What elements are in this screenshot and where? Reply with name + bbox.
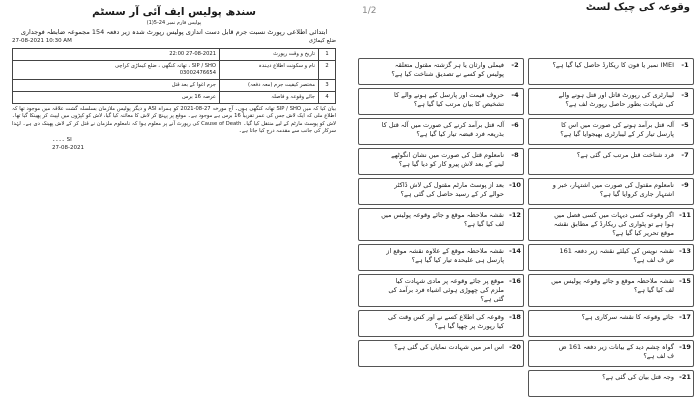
checklist-item [528, 310, 694, 337]
checklist-item [358, 274, 524, 307]
fir-district: ضلع کیماڑی [308, 38, 336, 44]
checklist-item-checkbox [529, 341, 549, 366]
fir-title: سندھ پولیس ایف آئی آر سسٹم [92, 6, 256, 18]
checklist-item-number: 7- [681, 151, 689, 159]
row-label: مختصر کیفیت جرم (معہ دفعہ) [220, 80, 319, 92]
checklist-item-checkbox [529, 311, 549, 336]
row-label: تاریخ و وقت رپورٹ [220, 49, 319, 61]
row-label: نام و سکونت اطلاع دہندہ [220, 61, 319, 80]
checklist-item [358, 118, 524, 145]
row-value: جرم اغوا کے بعد قتل [13, 80, 220, 92]
fir-meta-row [12, 37, 336, 46]
checklist-item [358, 88, 524, 115]
table-row [13, 80, 336, 92]
checklist-item [528, 88, 694, 115]
checklist-item [528, 178, 694, 205]
fir-narrative: بیان کیا کہ میں SIP / SHO تھانہ کنگھی ہوں۔ آج مورخہ 27-08-2021 کو ہمراہ ASI و دیگر پولیس ملازمان بسلسلہ گشت علاقہ میں موجود تھا کہ اطلاع ملی کہ ایک لاش جس کی عمر تقریباً 16 برس ہے موجود ہے۔ موقع پر پہنچ کر لاش کا معائنہ کیا گیا، لاش کو کپڑوں میں لپیٹ کر پھینکا گیا تھا۔ لاش کو پوسٹ مارٹم کے لیے منتقل کیا گیا۔ Cause of Death کی رپورٹ آنے پر معلوم ہوا کہ نامعلوم ملزمان نے قتل کر کے لاش پھینک دی ہے۔ لہٰذا سرکار کی جانب سے مقدمہ درج کیا جاتا ہے۔ [12, 106, 337, 135]
checklist-item-number: 5- [681, 121, 689, 129]
checklist-title: وقوعہ کی چیک لسٹ [585, 2, 690, 13]
checklist-item-number: 14- [509, 247, 521, 255]
signature-date: 27-08-2021 [52, 144, 84, 151]
checklist-item [358, 178, 524, 205]
checklist-item-checkbox [529, 59, 549, 84]
checklist-item-text: آلہ قتل برآمد ہونے کی صورت میں اس کا پارسل تیار کر کے لیبارٹری بھیجوایا گیا ہے؟ [560, 121, 674, 138]
checklist-item-text: نقشہ ملاحظہ موقع و جائے وقوعہ پولیس میں لف کیا گیا ہے؟ [551, 277, 674, 294]
checklist-item-text: وقوعہ کی اطلاع کسے نے اور کس وقت کی کیا رپورٹ پر چھپا گیا ہے؟ [388, 313, 504, 330]
checklist-item-checkbox [359, 341, 379, 366]
checklist-item-checkbox [359, 149, 379, 174]
checklist-item-number: 13- [679, 247, 691, 255]
row-value [13, 61, 220, 80]
checklist-item-text: جائے وقوعہ کا نقشہ سرکاری ہے؟ [581, 313, 674, 321]
checklist-item-text: فرد شناخت قتل مرتب کی گئی ہے؟ [576, 151, 674, 159]
checklist-item-checkbox [359, 245, 379, 270]
checklist-item [528, 244, 694, 271]
checklist-item [528, 58, 694, 85]
row-number: 4 [319, 92, 336, 104]
reporter-value: SIP / SHO ، تھانہ کنگھی ، ضلع کیماڑی کراچی [114, 63, 216, 69]
row-number: 1 [319, 49, 336, 61]
checklist-item-text: نامعلوم مقتول کی صورت میں اشتہار، خبر و اشتہار جاری کروایا گیا ہے؟ [552, 181, 674, 198]
checklist-item-checkbox [529, 371, 549, 396]
checklist-empty-cell [358, 370, 524, 397]
checklist-item-checkbox [359, 209, 379, 240]
checklist-item-text: لیبارٹری کی رپورٹ قاتل اور قتل ہونے والے کی شہادت بطور حاصل رپورٹ لف ہے؟ [558, 91, 674, 108]
checklist-item-checkbox [359, 119, 379, 144]
checklist-item [358, 310, 524, 337]
row-value: عرصہ 16 برس [13, 92, 220, 104]
checklist-item-number: 11- [679, 211, 691, 219]
checklist-item-number: 8- [511, 151, 519, 159]
checklist-item-text: نقشہ ملاحظہ موقع و جائے وقوعہ پولیس میں لف کیا گیا ہے؟ [381, 211, 504, 228]
checklist-item-number: 2- [511, 61, 519, 69]
checklist-item-text: گواہ چشم دید کے بیانات زیر دفعہ 161 ض ف لف ہے؟ [558, 343, 674, 360]
signature-block [52, 136, 336, 152]
checklist-item-checkbox [529, 179, 549, 204]
checklist-item-text: اگر وقوعہ کسی دیہات میں کسی فصل میں ہوا ہے تو پٹواری کی ریکارڈ کے مطابق نقشہ موقع تحریر کیا گیا ہے؟ [553, 211, 674, 237]
checklist-item [528, 118, 694, 145]
checklist-item-number: 17- [679, 313, 691, 321]
checklist-item-checkbox [529, 89, 549, 114]
checklist-item [358, 58, 524, 85]
table-row [13, 92, 336, 104]
checklist-item-text: اس امر میں شہادت نمایاں کی گئی ہے؟ [394, 343, 504, 351]
checklist-item-text: نقشہ نویس کی کیلئے نقشہ زیر دفعہ 161 ض ف لف ہے؟ [559, 247, 674, 264]
checklist-item-text: موقع پر جائے وقوعہ پر مادی شہادت کیا ملزم کی چھوڑی ہوئی اشیاء فرد برآمد کی گئی ہے؟ [388, 277, 504, 303]
checklist-item-number: 16- [509, 277, 521, 285]
checklist-item-text: بعد از پوسٹ مارٹم مقتول کی لاش ڈاکٹر حوالے کر کے رسید حاصل کی گئی ہے؟ [394, 181, 504, 198]
checklist-item-number: 20- [509, 343, 521, 351]
checklist-item-text: وجہ قتل بیان کی گئی ہے؟ [602, 373, 674, 381]
fir-document [0, 0, 346, 400]
checklist-item-checkbox [359, 89, 379, 114]
checklist-item-number: 18- [509, 313, 521, 321]
signature-name: SI ۔۔۔۔ [52, 136, 72, 143]
checklist-item-number: 21- [679, 373, 691, 381]
checklist-item-number: 6- [511, 121, 519, 129]
row-number: 2 [319, 61, 336, 80]
fir-datetime: 27-08-2021 10:30 AM [12, 38, 72, 44]
checklist-item-number: 15- [679, 277, 691, 285]
row-value: 27-08-2021 22:00 [13, 49, 220, 61]
row-number: 3 [319, 80, 336, 92]
reporter-phone: 03002476654 [179, 70, 216, 76]
table-row [13, 61, 336, 80]
checklist-item-number: 4- [511, 91, 519, 99]
checklist-item-checkbox [529, 209, 549, 240]
checklist-item-checkbox [359, 275, 379, 306]
checklist-document [350, 0, 700, 400]
checklist-item-number: 1- [681, 61, 689, 69]
checklist-item-text: IMEI نمبر یا فون کا ریکارڈ حاصل کیا گیا ہے؟ [552, 61, 674, 69]
checklist-item-number: 10- [509, 181, 521, 189]
checklist-item-text: آلہ قتل برآمد کرنے کی صورت میں آلہ قتل کا بذریعہ فرد قبضہ تیار کیا گیا ہے؟ [381, 121, 504, 138]
checklist-item-checkbox [359, 179, 379, 204]
checklist-grid [358, 58, 694, 397]
checklist-item [528, 370, 694, 397]
checklist-item-checkbox [529, 119, 549, 144]
checklist-item-checkbox [359, 59, 379, 84]
checklist-item-number: 12- [509, 211, 521, 219]
page-indicator: 1/2 [362, 6, 377, 16]
fir-form-table [12, 48, 336, 104]
checklist-item-checkbox [529, 245, 549, 270]
checklist-item-text: حروف قیمت اور پارسل کیے ہونے والے کا تشخیص کا بیان مرتب کیا گیا ہے؟ [394, 91, 504, 108]
checklist-item-checkbox [359, 311, 379, 336]
checklist-item-number: 9- [681, 181, 689, 189]
checklist-item-text: فیملی وارثان یا ہر گزشتہ مقتول متعلقہ پولیس کو کسے نے تصدیق شناخت کیا ہے؟ [391, 61, 504, 78]
checklist-item [528, 148, 694, 175]
checklist-item [358, 244, 524, 271]
table-row [13, 49, 336, 61]
checklist-item-number: 3- [681, 91, 689, 99]
fir-subtitle: ابتدائی اطلاعی رپورٹ نسبت جرم قابل دست اندازی پولیس رپورٹ شدہ زیر دفعہ 154 مجموعہ ضابطہ فوجداری [20, 28, 328, 36]
row-label: جائے وقوعہ و فاصلہ [220, 92, 319, 104]
checklist-item-text: نقشہ ملاحظہ موقع کے علاوہ نقشہ موقع از پارسل ہی علیحدہ تیار کیا گیا ہے؟ [386, 247, 504, 264]
checklist-item-checkbox [529, 149, 549, 174]
checklist-item [358, 340, 524, 367]
checklist-item-checkbox [529, 275, 549, 306]
checklist-item [528, 274, 694, 307]
checklist-item [528, 208, 694, 241]
checklist-item-text: نامعلوم قتل کی صورت میں نشان انگوٹھے لینے کے بعد لاش پیرو کار کو دیا گیا ہے؟ [391, 151, 504, 168]
checklist-item-number: 19- [679, 343, 691, 351]
fir-form-no: پولیس فارم نمبر 24-5(1) [146, 20, 202, 26]
checklist-item [528, 340, 694, 367]
checklist-item [358, 148, 524, 175]
checklist-item [358, 208, 524, 241]
